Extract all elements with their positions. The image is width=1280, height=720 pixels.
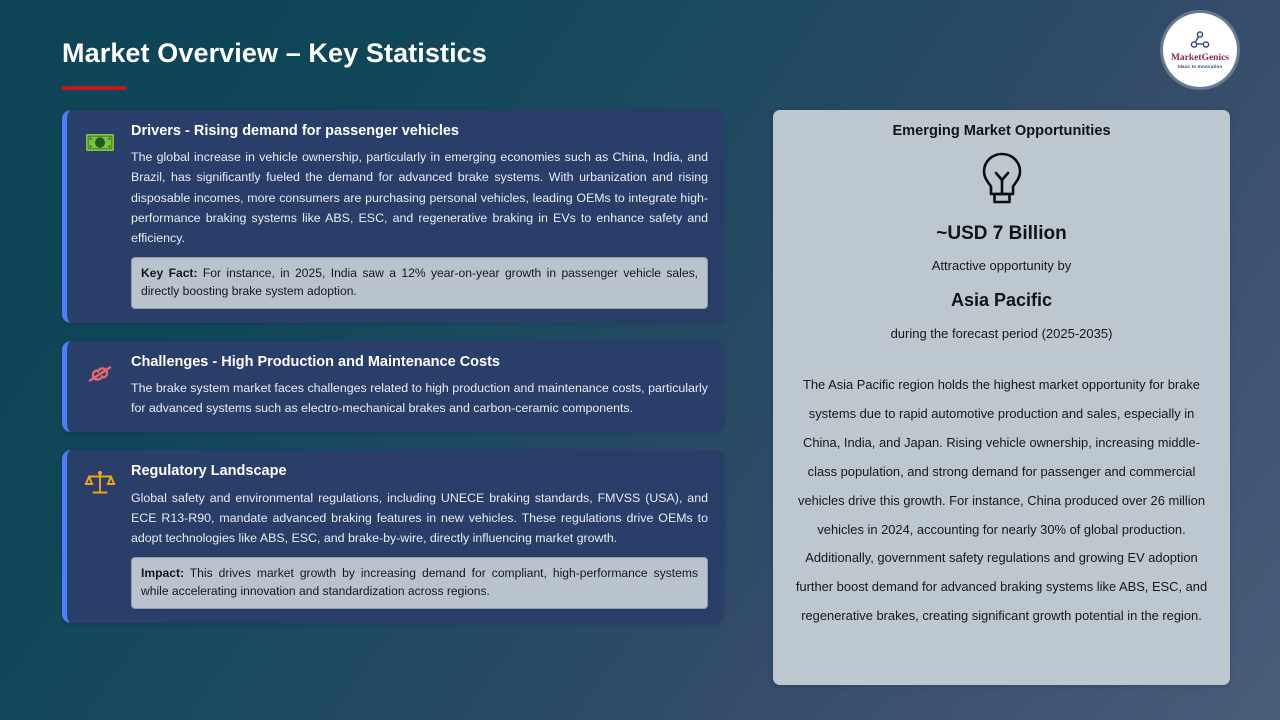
- logo-name: MarketGenics: [1170, 52, 1230, 63]
- opportunity-period: during the forecast period (2025-2035): [890, 326, 1113, 341]
- brand-logo: [1163, 13, 1237, 87]
- emerging-opportunities-panel: [773, 110, 1230, 685]
- card-content: [131, 123, 708, 309]
- opportunity-paragraph: The Asia Pacific region holds the highest market opportunity for brake systems due to rapid automotive production and sales, especially in China, India, and Japan. Rising vehicle ownership, increasing middle-class population, and strong demand for passenger and commercial vehicles drive this growth. For instance, China produced over 26 million vehicles in 2024, accounting for nearly 30% of global production. Additionally, government safety regulations and growing EV adoption further boost demand for advanced braking systems like ABS, ESC, and regenerative brakes, creating significant growth potential in the region.: [795, 377, 1208, 624]
- lightbulb-icon: [793, 145, 1210, 217]
- page-title: Market Overview – Key Statistics: [62, 38, 487, 68]
- card-description: The global increase in vehicle ownership, particularly in emerging economies such as China, India, and Brazil, has significantly fueled the demand for advanced brake systems. With urbanization and rising disposable incomes, more consumers are purchasing personal vehicles, leading OEMs to integrate high-performance braking systems like ABS, ESC, and regenerative braking in EVs to enhance safety and efficiency.: [131, 150, 708, 245]
- logo-network-icon: [1187, 31, 1213, 53]
- card-description: The brake system market faces challenges related to high production and maintenance costs, particularly for advanced systems such as electro-mechanical brakes and carbon-ceramic components.: [131, 381, 708, 416]
- callout-text: This drives market growth by increasing demand for compliant, high-performance systems while accelerating innovation and standardization across regions.: [141, 565, 698, 599]
- card-title: Challenges - High Production and Maintenance Costs: [131, 353, 500, 370]
- callout-label: Key Fact:: [141, 265, 198, 280]
- card-drivers: [62, 110, 724, 323]
- insight-card-list: [62, 110, 724, 641]
- key-fact-callout: [131, 257, 708, 309]
- balance-scale-icon: [81, 463, 119, 501]
- callout-text: For instance, in 2025, India saw a 12% year-on-year growth in passenger vehicle sales, directly boosting brake system adoption.: [141, 265, 698, 299]
- card-content: [131, 463, 708, 608]
- card-regulatory: [62, 450, 724, 622]
- card-title: Regulatory Landscape: [131, 463, 287, 480]
- card-challenges: [62, 341, 724, 433]
- panel-title: Emerging Market Opportunities: [892, 123, 1111, 139]
- title-underline-rule: [62, 86, 126, 90]
- opportunity-region: Asia Pacific: [950, 290, 1053, 310]
- opportunity-subtitle: Attractive opportunity by: [931, 258, 1072, 273]
- opportunity-value: ~USD 7 Billion: [936, 223, 1067, 244]
- impact-callout: [131, 557, 708, 609]
- money-banknote-icon: [81, 123, 119, 161]
- card-description: Global safety and environmental regulations, including UNECE braking standards, FMVSS (USA), and ECE R13-R90, mandate advanced braking features in new vehicles. These regulations drive OEMs to adopt technologies like ABS, ESC, and brake-by-wire, directly influencing market growth.: [131, 490, 708, 545]
- broken-chain-icon: [81, 354, 119, 392]
- logo-tagline: Ideas to Innovation: [1177, 63, 1223, 69]
- card-title: Drivers - Rising demand for passenger vehicles: [131, 123, 459, 139]
- card-content: [131, 354, 708, 419]
- callout-label: Impact:: [141, 565, 185, 580]
